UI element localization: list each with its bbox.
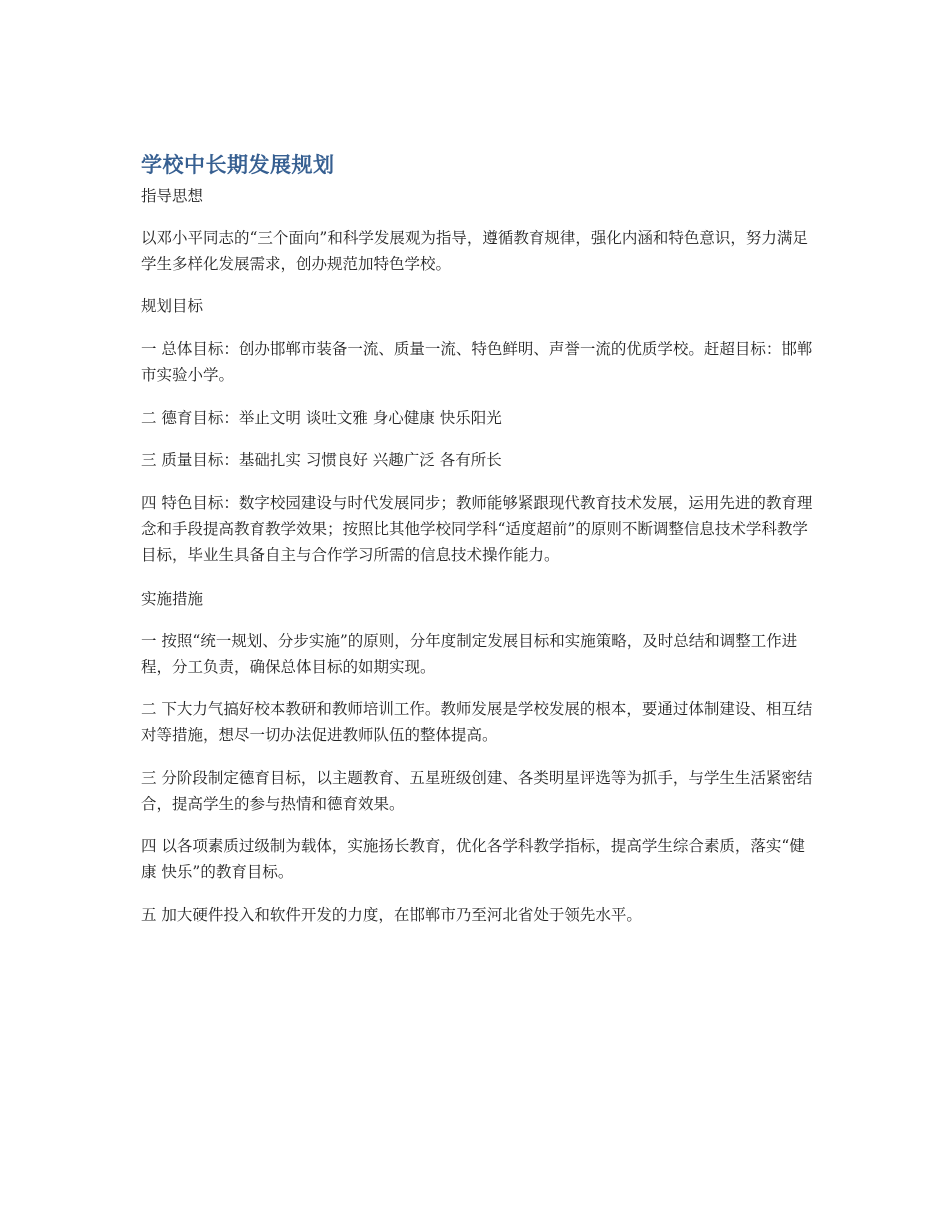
goal-item-feature: 四 特色目标：数字校园建设与时代发展同步；教师能够紧跟现代教育技术发展，运用先进的教育理念和手段提高教育教学效果；按照比其他学校同学科“适度超前”的原则不断调整信息技术学科教学目标，毕业生具备自主与合作学习所需的信息技术操作能力。 bbox=[141, 494, 813, 564]
measure-item-4: 四 以各项素质过级制为载体，实施扬长教育，优化各学科教学指标，提高学生综合素质，落实“健康 快乐”的教育目标。 bbox=[141, 837, 805, 881]
heading-implementation-measures: 实施措施 bbox=[141, 590, 204, 608]
paragraph-guiding-thought: 以邓小平同志的“三个面向”和科学发展观为指导，遵循教育规律，强化内涵和特色意识，努力满足学生多样化发展需求，创办规范加特色学校。 bbox=[141, 229, 808, 273]
heading-guiding-thought: 指导思想 bbox=[141, 187, 204, 205]
measure-item-2: 二 下大力气搞好校本教研和教师培训工作。教师发展是学校发展的根本，要通过体制建设、相互结对等措施，想尽一切办法促进教师队伍的整体提高。 bbox=[141, 700, 813, 744]
measure-item-1: 一 按照“统一规划、分步实施”的原则，分年度制定发展目标和实施策略，及时总结和调整工作进程，分工负责，确保总体目标的如期实现。 bbox=[141, 632, 798, 676]
document-title: 学校中长期发展规划 bbox=[141, 153, 335, 177]
goal-item-overall: 一 总体目标：创办邯郸市装备一流、质量一流、特色鲜明、声誉一流的优质学校。赶超目标：邯郸市实验小学。 bbox=[141, 340, 813, 384]
heading-planning-goals: 规划目标 bbox=[141, 297, 204, 315]
goal-item-moral: 二 德育目标：举止文明 谈吐文雅 身心健康 快乐阳光 bbox=[141, 409, 502, 427]
measure-item-5: 五 加大硬件投入和软件开发的力度，在邯郸市乃至河北省处于领先水平。 bbox=[141, 906, 642, 924]
measure-item-3: 三 分阶段制定德育目标，以主题教育、五星班级创建、各类明星评选等为抓手，与学生生活紧密结合，提高学生的参与热情和德育效果。 bbox=[141, 769, 813, 813]
goal-item-quality: 三 质量目标：基础扎实 习惯良好 兴趣广泛 各有所长 bbox=[141, 451, 502, 469]
